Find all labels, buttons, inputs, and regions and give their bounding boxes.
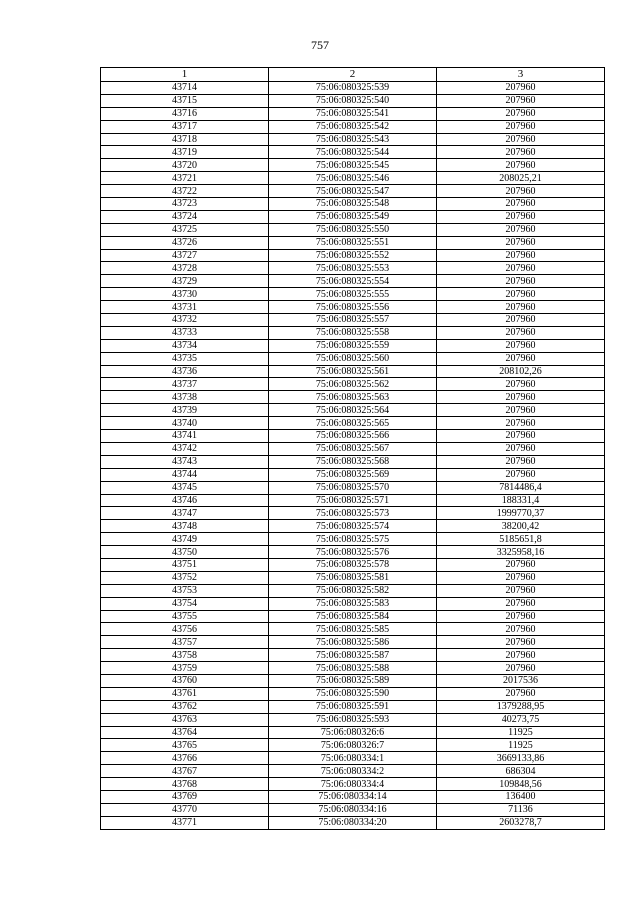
table-row [101, 185, 605, 198]
value-cell: 188331,4 [437, 494, 605, 507]
table-row [101, 249, 605, 262]
cadastral-number-cell: 75:06:080325:557 [269, 314, 437, 327]
value-cell: 207960 [437, 146, 605, 159]
value-cell: 207960 [437, 249, 605, 262]
value-cell: 5185651,8 [437, 533, 605, 546]
cadastral-number-cell: 75:06:080325:564 [269, 404, 437, 417]
table-row [101, 610, 605, 623]
value-cell: 207960 [437, 326, 605, 339]
value-cell: 207960 [437, 133, 605, 146]
value-cell: 207960 [437, 301, 605, 314]
table-row [101, 816, 605, 829]
cadastral-number-cell: 75:06:080325:567 [269, 442, 437, 455]
row-number-cell: 43719 [101, 146, 269, 159]
cadastral-number-cell: 75:06:080325:553 [269, 262, 437, 275]
value-cell: 207960 [437, 430, 605, 443]
column-header-2: 2 [269, 68, 437, 82]
row-number-cell: 43720 [101, 159, 269, 172]
cadastral-number-cell: 75:06:080325:555 [269, 288, 437, 301]
value-cell: 207960 [437, 107, 605, 120]
cadastral-number-cell: 75:06:080325:586 [269, 636, 437, 649]
cadastral-number-cell: 75:06:080326:6 [269, 726, 437, 739]
row-number-cell: 43735 [101, 352, 269, 365]
table-row [101, 107, 605, 120]
table-row [101, 700, 605, 713]
table-row [101, 442, 605, 455]
row-number-cell: 43758 [101, 649, 269, 662]
value-cell: 207960 [437, 352, 605, 365]
table-row [101, 726, 605, 739]
row-number-cell: 43762 [101, 700, 269, 713]
row-number-cell: 43751 [101, 558, 269, 571]
value-cell: 207960 [437, 442, 605, 455]
table-row [101, 739, 605, 752]
row-number-cell: 43728 [101, 262, 269, 275]
cadastral-number-cell: 75:06:080325:568 [269, 455, 437, 468]
table-row [101, 133, 605, 146]
cadastral-number-cell: 75:06:080325:563 [269, 391, 437, 404]
value-cell: 207960 [437, 82, 605, 95]
cadastral-table [100, 67, 605, 830]
column-header-3: 3 [437, 68, 605, 82]
table-row [101, 468, 605, 481]
cadastral-number-cell: 75:06:080325:570 [269, 481, 437, 494]
cadastral-number-cell: 75:06:080334:4 [269, 778, 437, 791]
table-row [101, 662, 605, 675]
value-cell: 109848,56 [437, 778, 605, 791]
cadastral-number-cell: 75:06:080325:541 [269, 107, 437, 120]
value-cell: 7814486,4 [437, 481, 605, 494]
cadastral-number-cell: 75:06:080325:565 [269, 417, 437, 430]
row-number-cell: 43759 [101, 662, 269, 675]
cadastral-number-cell: 75:06:080325:551 [269, 236, 437, 249]
header-row [101, 68, 605, 82]
value-cell: 207960 [437, 210, 605, 223]
cadastral-number-cell: 75:06:080325:569 [269, 468, 437, 481]
row-number-cell: 43721 [101, 172, 269, 185]
value-cell: 207960 [437, 584, 605, 597]
row-number-cell: 43742 [101, 442, 269, 455]
row-number-cell: 43753 [101, 584, 269, 597]
cadastral-number-cell: 75:06:080325:548 [269, 198, 437, 211]
cadastral-number-cell: 75:06:080325:539 [269, 82, 437, 95]
row-number-cell: 43757 [101, 636, 269, 649]
row-number-cell: 43730 [101, 288, 269, 301]
table-row [101, 120, 605, 133]
row-number-cell: 43755 [101, 610, 269, 623]
value-cell: 207960 [437, 159, 605, 172]
row-number-cell: 43723 [101, 198, 269, 211]
row-number-cell: 43733 [101, 326, 269, 339]
value-cell: 207960 [437, 662, 605, 675]
value-cell: 1999770,37 [437, 507, 605, 520]
table-row [101, 752, 605, 765]
cadastral-number-cell: 75:06:080325:591 [269, 700, 437, 713]
cadastral-number-cell: 75:06:080326:7 [269, 739, 437, 752]
row-number-cell: 43743 [101, 455, 269, 468]
row-number-cell: 43770 [101, 803, 269, 816]
value-cell: 207960 [437, 378, 605, 391]
value-cell: 207960 [437, 198, 605, 211]
row-number-cell: 43738 [101, 391, 269, 404]
row-number-cell: 43716 [101, 107, 269, 120]
value-cell: 207960 [437, 404, 605, 417]
row-number-cell: 43737 [101, 378, 269, 391]
row-number-cell: 43726 [101, 236, 269, 249]
value-cell: 207960 [437, 120, 605, 133]
cadastral-number-cell: 75:06:080325:554 [269, 275, 437, 288]
table-row [101, 687, 605, 700]
column-header-1: 1 [101, 68, 269, 82]
value-cell: 207960 [437, 262, 605, 275]
value-cell: 3325958,16 [437, 546, 605, 559]
row-number-cell: 43715 [101, 94, 269, 107]
table-row [101, 546, 605, 559]
value-cell: 207960 [437, 223, 605, 236]
cadastral-number-cell: 75:06:080325:582 [269, 584, 437, 597]
cadastral-number-cell: 75:06:080325:575 [269, 533, 437, 546]
cadastral-number-cell: 75:06:080325:571 [269, 494, 437, 507]
table-row [101, 520, 605, 533]
table-row [101, 507, 605, 520]
value-cell: 3669133,86 [437, 752, 605, 765]
table-row [101, 636, 605, 649]
row-number-cell: 43763 [101, 713, 269, 726]
cadastral-number-cell: 75:06:080325:559 [269, 339, 437, 352]
value-cell: 71136 [437, 803, 605, 816]
row-number-cell: 43741 [101, 430, 269, 443]
row-number-cell: 43746 [101, 494, 269, 507]
cadastral-number-cell: 75:06:080325:543 [269, 133, 437, 146]
value-cell: 207960 [437, 391, 605, 404]
cadastral-number-cell: 75:06:080325:556 [269, 301, 437, 314]
row-number-cell: 43747 [101, 507, 269, 520]
table-row [101, 455, 605, 468]
table-row [101, 198, 605, 211]
table-row [101, 713, 605, 726]
row-number-cell: 43766 [101, 752, 269, 765]
row-number-cell: 43729 [101, 275, 269, 288]
cadastral-number-cell: 75:06:080325:581 [269, 571, 437, 584]
table-row [101, 352, 605, 365]
row-number-cell: 43740 [101, 417, 269, 430]
page-number: 757 [311, 38, 329, 52]
table-row [101, 301, 605, 314]
row-number-cell: 43748 [101, 520, 269, 533]
row-number-cell: 43745 [101, 481, 269, 494]
table-row [101, 533, 605, 546]
cadastral-number-cell: 75:06:080325:578 [269, 558, 437, 571]
cadastral-number-cell: 75:06:080334:20 [269, 816, 437, 829]
value-cell: 207960 [437, 339, 605, 352]
value-cell: 207960 [437, 558, 605, 571]
table-row [101, 778, 605, 791]
cadastral-number-cell: 75:06:080325:573 [269, 507, 437, 520]
value-cell: 2017536 [437, 674, 605, 687]
table-row [101, 674, 605, 687]
table-row [101, 597, 605, 610]
value-cell: 207960 [437, 314, 605, 327]
row-number-cell: 43750 [101, 546, 269, 559]
value-cell: 207960 [437, 687, 605, 700]
value-cell: 207960 [437, 185, 605, 198]
table-row [101, 649, 605, 662]
value-cell: 11925 [437, 726, 605, 739]
value-cell: 686304 [437, 765, 605, 778]
cadastral-number-cell: 75:06:080325:593 [269, 713, 437, 726]
row-number-cell: 43760 [101, 674, 269, 687]
table-body [101, 82, 605, 830]
cadastral-number-cell: 75:06:080334:1 [269, 752, 437, 765]
cadastral-number-cell: 75:06:080325:566 [269, 430, 437, 443]
table-row [101, 584, 605, 597]
value-cell: 208025,21 [437, 172, 605, 185]
table-row [101, 558, 605, 571]
cadastral-number-cell: 75:06:080325:545 [269, 159, 437, 172]
value-cell: 207960 [437, 275, 605, 288]
row-number-cell: 43736 [101, 365, 269, 378]
table-row [101, 391, 605, 404]
row-number-cell: 43734 [101, 339, 269, 352]
row-number-cell: 43739 [101, 404, 269, 417]
value-cell: 207960 [437, 636, 605, 649]
table-row [101, 94, 605, 107]
row-number-cell: 43754 [101, 597, 269, 610]
cadastral-number-cell: 75:06:080325:552 [269, 249, 437, 262]
row-number-cell: 43717 [101, 120, 269, 133]
value-cell: 136400 [437, 790, 605, 803]
table-row [101, 172, 605, 185]
value-cell: 207960 [437, 571, 605, 584]
table-row [101, 571, 605, 584]
row-number-cell: 43761 [101, 687, 269, 700]
table-row [101, 146, 605, 159]
cadastral-number-cell: 75:06:080325:546 [269, 172, 437, 185]
table-row [101, 159, 605, 172]
row-number-cell: 43749 [101, 533, 269, 546]
cadastral-number-cell: 75:06:080325:562 [269, 378, 437, 391]
value-cell: 207960 [437, 288, 605, 301]
table-row [101, 494, 605, 507]
cadastral-number-cell: 75:06:080325:549 [269, 210, 437, 223]
row-number-cell: 43752 [101, 571, 269, 584]
value-cell: 38200,42 [437, 520, 605, 533]
table-row [101, 210, 605, 223]
value-cell: 1379288,95 [437, 700, 605, 713]
value-cell: 207960 [437, 236, 605, 249]
table-row [101, 236, 605, 249]
value-cell: 207960 [437, 610, 605, 623]
row-number-cell: 43724 [101, 210, 269, 223]
cadastral-number-cell: 75:06:080325:584 [269, 610, 437, 623]
row-number-cell: 43727 [101, 249, 269, 262]
row-number-cell: 43764 [101, 726, 269, 739]
value-cell: 2603278,7 [437, 816, 605, 829]
cadastral-number-cell: 75:06:080325:576 [269, 546, 437, 559]
row-number-cell: 43769 [101, 790, 269, 803]
table-row [101, 326, 605, 339]
table-row [101, 82, 605, 95]
cadastral-number-cell: 75:06:080325:588 [269, 662, 437, 675]
value-cell: 207960 [437, 623, 605, 636]
cadastral-number-cell: 75:06:080325:540 [269, 94, 437, 107]
table-row [101, 430, 605, 443]
value-cell: 11925 [437, 739, 605, 752]
cadastral-number-cell: 75:06:080325:561 [269, 365, 437, 378]
row-number-cell: 43714 [101, 82, 269, 95]
table-row [101, 803, 605, 816]
value-cell: 40273,75 [437, 713, 605, 726]
cadastral-number-cell: 75:06:080325:542 [269, 120, 437, 133]
cadastral-number-cell: 75:06:080325:544 [269, 146, 437, 159]
cadastral-number-cell: 75:06:080325:590 [269, 687, 437, 700]
value-cell: 207960 [437, 455, 605, 468]
cadastral-number-cell: 75:06:080334:2 [269, 765, 437, 778]
table-row [101, 223, 605, 236]
cadastral-number-cell: 75:06:080334:14 [269, 790, 437, 803]
table-row [101, 339, 605, 352]
table-row [101, 417, 605, 430]
table-row [101, 275, 605, 288]
cadastral-number-cell: 75:06:080325:547 [269, 185, 437, 198]
value-cell: 207960 [437, 94, 605, 107]
cadastral-number-cell: 75:06:080325:587 [269, 649, 437, 662]
cadastral-number-cell: 75:06:080325:558 [269, 326, 437, 339]
row-number-cell: 43732 [101, 314, 269, 327]
table-row [101, 262, 605, 275]
row-number-cell: 43725 [101, 223, 269, 236]
value-cell: 207960 [437, 597, 605, 610]
row-number-cell: 43731 [101, 301, 269, 314]
value-cell: 207960 [437, 649, 605, 662]
cadastral-number-cell: 75:06:080325:574 [269, 520, 437, 533]
row-number-cell: 43767 [101, 765, 269, 778]
table-row [101, 378, 605, 391]
table-row [101, 365, 605, 378]
table-row [101, 765, 605, 778]
cadastral-number-cell: 75:06:080325:589 [269, 674, 437, 687]
cadastral-number-cell: 75:06:080325:585 [269, 623, 437, 636]
cadastral-number-cell: 75:06:080334:16 [269, 803, 437, 816]
row-number-cell: 43771 [101, 816, 269, 829]
table-row [101, 314, 605, 327]
cadastral-number-cell: 75:06:080325:550 [269, 223, 437, 236]
row-number-cell: 43744 [101, 468, 269, 481]
table-row [101, 481, 605, 494]
table-row [101, 623, 605, 636]
row-number-cell: 43765 [101, 739, 269, 752]
table-row [101, 790, 605, 803]
table-row [101, 288, 605, 301]
value-cell: 208102,26 [437, 365, 605, 378]
row-number-cell: 43756 [101, 623, 269, 636]
value-cell: 207960 [437, 468, 605, 481]
row-number-cell: 43768 [101, 778, 269, 791]
value-cell: 207960 [437, 417, 605, 430]
cadastral-number-cell: 75:06:080325:560 [269, 352, 437, 365]
cadastral-number-cell: 75:06:080325:583 [269, 597, 437, 610]
row-number-cell: 43718 [101, 133, 269, 146]
row-number-cell: 43722 [101, 185, 269, 198]
table-header [101, 68, 605, 82]
table-row [101, 404, 605, 417]
